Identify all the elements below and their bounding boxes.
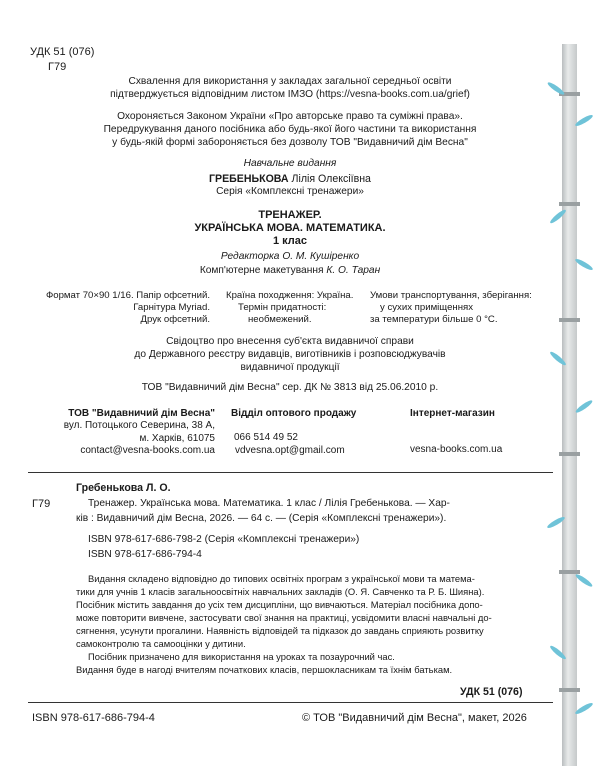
- publisher-city: м. Харків, 61075: [139, 432, 215, 444]
- certificate-number: ТОВ "Видавничий дім Весна" сер. ДК № 3813 від 25.06.2010 р.: [141, 382, 439, 393]
- wholesale-email: vdvesna.opt@gmail.com: [235, 444, 345, 456]
- shop-contacts: [410, 408, 545, 457]
- divider: [28, 702, 553, 703]
- udk-code-top: УДК 51 (076): [30, 46, 95, 58]
- wholesale-heading: Відділ оптового продажу: [231, 408, 357, 419]
- author-surname: ГРЕБЕНЬКОВА: [209, 173, 289, 185]
- catalog-isbn: ISBN 978-617-686-798-2 (Серія «Комплексні тренажери»): [88, 534, 360, 545]
- bamboo-node: [559, 202, 580, 206]
- bamboo-node: [559, 452, 580, 456]
- specs-col-1: Формат 70×90 1/16. Папір офсетний. Гарнітура Myriad. Друк офсетний.: [45, 290, 210, 326]
- catalog-code: Г79: [32, 498, 51, 510]
- specs-col-2: Країна походження: Україна. Термін придатності: необмежений.: [226, 290, 354, 326]
- abstract-line: самоконтролю та самооцінки у дитини.: [76, 638, 246, 649]
- title-line: 1 клас: [272, 235, 308, 247]
- specs-col-3: Умови транспортування, зберігання: у сухих приміщеннях за температури більше 0 °С.: [370, 290, 532, 326]
- isbn-bottom: ISBN 978-617-686-794-4: [32, 712, 155, 724]
- udk-code-bottom: УДК 51 (076): [460, 686, 523, 698]
- bamboo-node: [559, 318, 580, 322]
- certificate-line: видавничої продукції: [240, 362, 340, 373]
- bamboo-leaf: [574, 257, 594, 271]
- bamboo-leaf: [574, 701, 594, 715]
- bamboo-leaf: [574, 399, 593, 415]
- copyright-notice-line: у будь-якій формі забороняється без дозволу ТОВ "Видавничий дім Весна": [112, 137, 468, 148]
- publisher-contacts: [30, 408, 215, 457]
- shop-site: vesna-books.com.ua: [410, 444, 503, 456]
- bbk-code-top: Г79: [48, 61, 67, 73]
- certificate-line: Свідоцтво про внесення суб'єкта видавничої справи: [166, 336, 414, 347]
- abstract-line: Посібник призначено для використання на уроках та позаурочний час.: [88, 651, 395, 662]
- abstract-line: тики для учнів 1 класів загальноосвітніх навчальних закладів (О. Я. Савченко та Р. Б. Шияна).: [76, 586, 485, 597]
- copyright-bottom: © ТОВ "Видавничий дім Весна", макет, 2026: [302, 712, 527, 724]
- catalog-description: Тренажер. Українська мова. Математика. 1 клас / Лілія Гребенькова. — Хар-: [88, 498, 450, 509]
- catalog-description: ків : Видавничий дім Весна, 2026. — 64 с. — (Серія «Комплексні тренажери»).: [76, 513, 447, 524]
- abstract-line: може повторити вивчене, застосувати свої знання на практиці, усвідомити власні навчальні до-: [76, 612, 492, 623]
- certificate-line: до Державного реєстру видавців, виготівників і розповсюджувачів: [134, 349, 446, 360]
- copyright-notice-line: Передрукування даного посібника або будь-якої його частини та використання: [103, 124, 477, 135]
- abstract-line: Посібник містить завдання до усіх тем дисципліни, що вивчаються. Матеріал посібника допо-: [76, 599, 483, 610]
- publisher-heading: ТОВ "Видавничий дім Весна": [68, 408, 215, 419]
- approval-line: підтверджується відповідним листом ІМЗО (https://vesna-books.com.ua/grief): [110, 89, 470, 100]
- wholesale-phone: 066 514 49 52: [234, 432, 298, 444]
- editor-label: Редакторка: [220, 251, 280, 262]
- publisher-email: contact@vesna-books.com.ua: [80, 444, 215, 456]
- divider: [28, 472, 553, 473]
- copyright-notice-line: Охороняється Законом України «Про авторське право та суміжні права».: [117, 111, 463, 122]
- bamboo-leaf: [574, 573, 593, 589]
- editor-name: О. М. Кушіренко: [282, 251, 360, 262]
- layout-name: К. О. Таран: [326, 265, 381, 276]
- catalog-author: Гребенькова Л. О.: [76, 482, 171, 494]
- abstract-line: сягнення, усунути прогалини. Наявність відповідей та підказок до завдань сприяють розвитку: [76, 625, 484, 636]
- catalog-isbn: ISBN 978-617-686-794-4: [88, 549, 202, 560]
- edition-type: Навчальне видання: [243, 158, 337, 169]
- layout-label: Комп'ютерне макетування: [199, 265, 324, 276]
- title-line: УКРАЇНСЬКА МОВА. МАТЕМАТИКА.: [194, 222, 386, 234]
- title-line: ТРЕНАЖЕР.: [258, 209, 322, 221]
- bamboo-leaf: [574, 113, 594, 127]
- shop-heading: Інтернет-магазин: [410, 408, 495, 419]
- series-line: Серія «Комплексні тренажери»: [216, 186, 364, 197]
- wholesale-contacts: [231, 408, 391, 457]
- abstract-line: Видання буде в нагоді вчителям початкових класів, першокласникам та їхнім батькам.: [76, 664, 453, 675]
- abstract-line: Видання складено відповідно до типових освітніх програм з української мови та матема-: [88, 573, 475, 584]
- bamboo-node: [559, 688, 580, 692]
- publisher-address: вул. Потоцького Северина, 38 А,: [63, 420, 215, 432]
- approval-line: Схвалення для використання у закладах загальної середньої освіти: [128, 76, 452, 87]
- author-given-names: Лілія Олексіївна: [288, 173, 371, 185]
- author-full: [40, 173, 540, 185]
